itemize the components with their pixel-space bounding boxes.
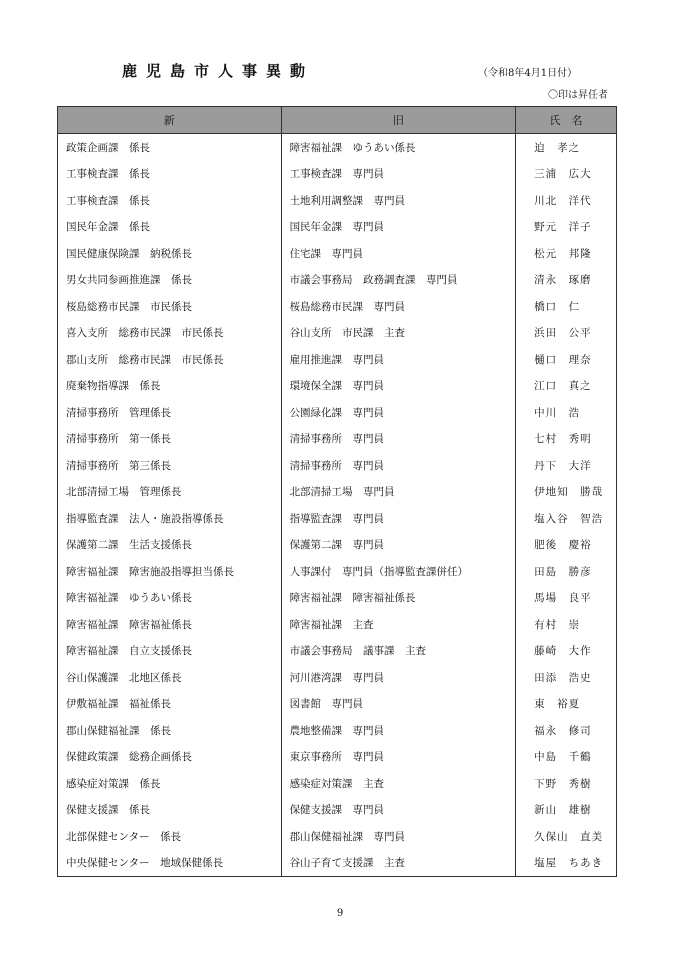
person-name-cell: 田添 浩史 <box>516 664 617 691</box>
new-position-cell: 郡山保健福祉課 係長 <box>58 717 282 744</box>
person-name-cell: 七村 秀明 <box>516 426 617 453</box>
table-row <box>58 373 617 400</box>
promotion-note: 〇印は昇任者 <box>548 90 608 101</box>
table-row <box>58 346 617 373</box>
old-position-cell: 指導監査課 専門員 <box>281 505 516 532</box>
new-position-cell: 清掃事務所 第三係長 <box>58 452 282 479</box>
old-position-cell: 住宅課 専門員 <box>281 240 516 267</box>
old-position-cell: 工事検査課 専門員 <box>281 161 516 188</box>
person-name-cell: 清永 琢磨 <box>516 267 617 294</box>
old-position-cell: 人事課付 専門員（指導監査課併任） <box>281 558 516 585</box>
page-number: 9 <box>336 908 344 919</box>
new-position-cell: 郡山支所 総務市民課 市民係長 <box>58 346 282 373</box>
person-name-cell: 三浦 広大 <box>516 161 617 188</box>
old-position-cell: 保健支援課 専門員 <box>281 797 516 824</box>
person-name-cell: 肥後 慶裕 <box>516 532 617 559</box>
new-position-cell: 障害福祉課 ゆうあい係長 <box>58 585 282 612</box>
person-name-cell: 中川 浩 <box>516 399 617 426</box>
new-position-cell: 指導監査課 法人・施設指導係長 <box>58 505 282 532</box>
new-position-cell: 工事検査課 係長 <box>58 187 282 214</box>
person-name-cell: 東 裕夏 <box>516 691 617 718</box>
table-row <box>58 532 617 559</box>
table-row <box>58 479 617 506</box>
new-position-cell: 廃棄物指導課 係長 <box>58 373 282 400</box>
old-position-cell: 谷山子育て支援課 主査 <box>281 850 516 877</box>
table-body <box>58 134 617 877</box>
table-row <box>58 161 617 188</box>
new-position-cell: 国民年金課 係長 <box>58 214 282 241</box>
new-position-cell: 喜入支所 総務市民課 市民係長 <box>58 320 282 347</box>
person-name-cell: 松元 邦隆 <box>516 240 617 267</box>
table-row <box>58 240 617 267</box>
column-header-new: 新 <box>58 107 282 134</box>
new-position-cell: 谷山保護課 北地区係長 <box>58 664 282 691</box>
new-position-cell: 中央保健センター 地域保健係長 <box>58 850 282 877</box>
person-name-cell: 塩屋 ちあき <box>516 850 617 877</box>
person-name-cell: 迫 孝之 <box>516 134 617 161</box>
new-position-cell: 保護第二課 生活支援係長 <box>58 532 282 559</box>
old-position-cell: 東京事務所 専門員 <box>281 744 516 771</box>
new-position-cell: 国民健康保険課 納税係長 <box>58 240 282 267</box>
old-position-cell: 障害福祉課 主査 <box>281 611 516 638</box>
table-row <box>58 558 617 585</box>
table-row <box>58 426 617 453</box>
person-name-cell: 田島 勝彦 <box>516 558 617 585</box>
table-row <box>58 797 617 824</box>
person-name-cell: 江口 真之 <box>516 373 617 400</box>
old-position-cell: 土地利用調整課 専門員 <box>281 187 516 214</box>
old-position-cell: 清掃事務所 専門員 <box>281 452 516 479</box>
new-position-cell: 障害福祉課 障害福祉係長 <box>58 611 282 638</box>
table-row <box>58 505 617 532</box>
table-row <box>58 823 617 850</box>
person-name-cell: 野元 洋子 <box>516 214 617 241</box>
page-title: 鹿児島市人事異動 <box>122 62 315 80</box>
person-name-cell: 樋口 理奈 <box>516 346 617 373</box>
table-row <box>58 611 617 638</box>
table-row <box>58 134 617 161</box>
old-position-cell: 市議会事務局 議事課 主査 <box>281 638 516 665</box>
new-position-cell: 保健支援課 係長 <box>58 797 282 824</box>
table-row <box>58 452 617 479</box>
table-row <box>58 744 617 771</box>
person-name-cell: 丹下 大洋 <box>516 452 617 479</box>
old-position-cell: 感染症対策課 主査 <box>281 770 516 797</box>
table-row <box>58 664 617 691</box>
person-name-cell: 橋口 仁 <box>516 293 617 320</box>
new-position-cell: 工事検査課 係長 <box>58 161 282 188</box>
new-position-cell: 北部清掃工場 管理係長 <box>58 479 282 506</box>
old-position-cell: 市議会事務局 政務調査課 専門員 <box>281 267 516 294</box>
new-position-cell: 感染症対策課 係長 <box>58 770 282 797</box>
new-position-cell: 保健政策課 総務企画係長 <box>58 744 282 771</box>
old-position-cell: 公園緑化課 専門員 <box>281 399 516 426</box>
person-name-cell: 馬場 良平 <box>516 585 617 612</box>
new-position-cell: 桜島総務市民課 市民係長 <box>58 293 282 320</box>
person-name-cell: 塩入谷 智浩 <box>516 505 617 532</box>
old-position-cell: 北部清掃工場 専門員 <box>281 479 516 506</box>
old-position-cell: 河川港湾課 専門員 <box>281 664 516 691</box>
new-position-cell: 清掃事務所 第一係長 <box>58 426 282 453</box>
column-header-old: 旧 <box>281 107 516 134</box>
table-row <box>58 585 617 612</box>
person-name-cell: 浜田 公平 <box>516 320 617 347</box>
table-row <box>58 293 617 320</box>
new-position-cell: 北部保健センター 係長 <box>58 823 282 850</box>
person-name-cell: 川北 洋代 <box>516 187 617 214</box>
person-name-cell: 福永 修司 <box>516 717 617 744</box>
new-position-cell: 清掃事務所 管理係長 <box>58 399 282 426</box>
new-position-cell: 伊敷福祉課 福祉係長 <box>58 691 282 718</box>
person-name-cell: 藤崎 大作 <box>516 638 617 665</box>
table-row <box>58 399 617 426</box>
old-position-cell: 図書館 専門員 <box>281 691 516 718</box>
new-position-cell: 障害福祉課 自立支援係長 <box>58 638 282 665</box>
old-position-cell: 障害福祉課 ゆうあい係長 <box>281 134 516 161</box>
table-row <box>58 214 617 241</box>
old-position-cell: 障害福祉課 障害福祉係長 <box>281 585 516 612</box>
old-position-cell: 清掃事務所 専門員 <box>281 426 516 453</box>
old-position-cell: 雇用推進課 専門員 <box>281 346 516 373</box>
old-position-cell: 桜島総務市民課 専門員 <box>281 293 516 320</box>
personnel-table <box>57 106 617 877</box>
old-position-cell: 国民年金課 専門員 <box>281 214 516 241</box>
person-name-cell: 中島 千鶴 <box>516 744 617 771</box>
table-row <box>58 850 617 877</box>
table-row <box>58 691 617 718</box>
new-position-cell: 政策企画課 係長 <box>58 134 282 161</box>
table-row <box>58 717 617 744</box>
person-name-cell: 下野 秀樹 <box>516 770 617 797</box>
person-name-cell: 新山 雄樹 <box>516 797 617 824</box>
table-row <box>58 267 617 294</box>
table-row <box>58 770 617 797</box>
person-name-cell: 有村 崇 <box>516 611 617 638</box>
old-position-cell: 郡山保健福祉課 専門員 <box>281 823 516 850</box>
old-position-cell: 保護第二課 専門員 <box>281 532 516 559</box>
table-header-row <box>58 107 617 134</box>
person-name-cell: 伊地知 勝哉 <box>516 479 617 506</box>
effective-date: （令和8年4月1日付） <box>478 68 578 79</box>
column-header-name: 氏 名 <box>516 107 617 134</box>
new-position-cell: 男女共同参画推進課 係長 <box>58 267 282 294</box>
old-position-cell: 環境保全課 専門員 <box>281 373 516 400</box>
table-row <box>58 320 617 347</box>
person-name-cell: 久保山 直美 <box>516 823 617 850</box>
old-position-cell: 農地整備課 専門員 <box>281 717 516 744</box>
table-row <box>58 187 617 214</box>
old-position-cell: 谷山支所 市民課 主査 <box>281 320 516 347</box>
new-position-cell: 障害福祉課 障害施設指導担当係長 <box>58 558 282 585</box>
table-row <box>58 638 617 665</box>
